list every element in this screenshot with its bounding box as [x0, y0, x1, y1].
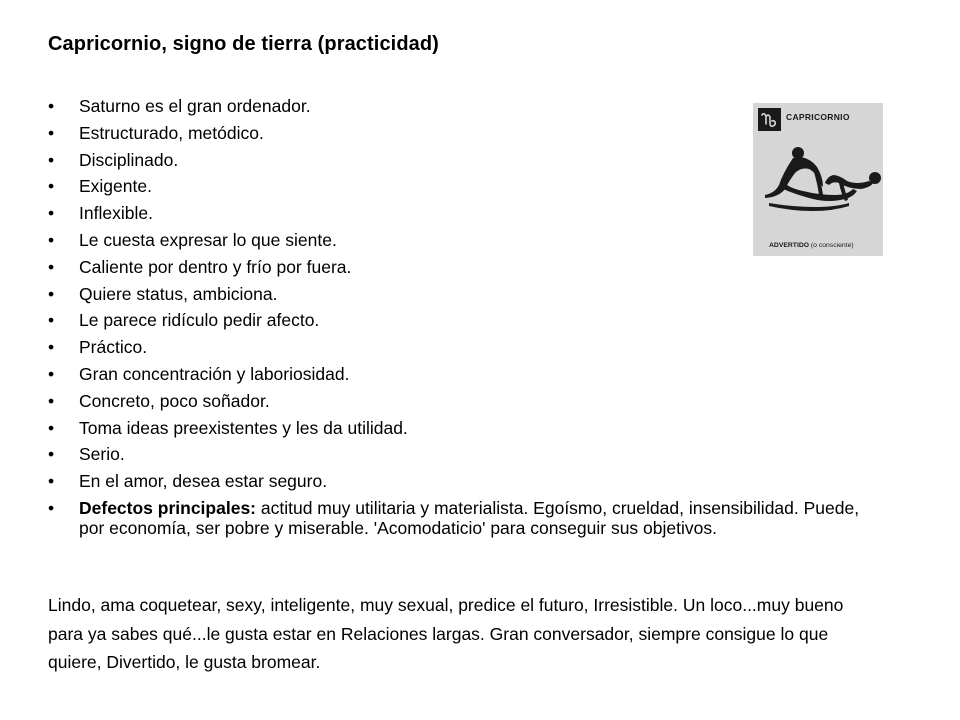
list-item	[48, 281, 878, 308]
bullet-marker: •	[48, 96, 55, 116]
bullet-text: Le parece ridículo pedir afecto.	[79, 310, 320, 331]
list-item	[48, 388, 878, 415]
bullet-text: Serio.	[79, 444, 125, 465]
capricorn-illustration	[753, 103, 883, 256]
bullet-text: Inflexible.	[79, 203, 153, 224]
bullet-marker: •	[48, 444, 55, 465]
bullet-text: Disciplinado.	[79, 149, 179, 170]
list-item	[48, 254, 878, 281]
bullet-marker: •	[48, 497, 55, 518]
bullet-text: Gran concentración y laboriosidad.	[79, 363, 350, 384]
bullet-marker: •	[48, 283, 55, 304]
list-item	[48, 415, 878, 442]
defects-text: actitud muy utilitaria y materialista. Egoísmo, crueldad, insensibilidad. Puede, por economía, ser pobre y miserable. 'Acomodaticio' para conseguir sus objetivos.	[79, 497, 860, 538]
bullet-text: Caliente por dentro y frío por fuera.	[79, 256, 352, 277]
slide-title: Capricornio, signo de tierra (practicidad)	[48, 33, 439, 55]
bullet-marker: •	[48, 471, 55, 492]
card-caption	[769, 242, 854, 249]
list-item	[48, 468, 878, 495]
bullet-text: Toma ideas preexistentes y les da utilidad.	[79, 417, 408, 438]
bullet-text: Le cuesta expresar lo que siente.	[79, 229, 337, 250]
list-item	[48, 307, 878, 334]
bullet-marker: •	[48, 390, 55, 411]
bullet-text: Saturno es el gran ordenador.	[79, 96, 311, 116]
bullet-marker: •	[48, 229, 55, 250]
bullet-marker: •	[48, 310, 55, 331]
bullet-text: Práctico.	[79, 337, 148, 358]
card-caption-bold: ADVERTIDO	[769, 242, 810, 249]
card-title: CAPRICORNIO	[786, 112, 850, 122]
bullet-marker: •	[48, 417, 55, 438]
bullet-text: Quiere status, ambiciona.	[79, 283, 278, 304]
list-item	[48, 334, 878, 361]
bullet-text: En el amor, desea estar seguro.	[79, 471, 328, 492]
bullet-marker: •	[48, 203, 55, 224]
list-item	[48, 361, 878, 388]
bullet-text: Estructurado, metódico.	[79, 122, 264, 143]
list-item-defects	[48, 495, 878, 538]
bullet-marker: •	[48, 149, 55, 170]
bullet-text: Concreto, poco soñador.	[79, 390, 270, 411]
card-caption-rest: (o consciente)	[809, 242, 854, 249]
bullet-marker: •	[48, 122, 55, 143]
bullet-marker: •	[48, 363, 55, 384]
list-item	[48, 441, 878, 468]
bullet-marker: •	[48, 176, 55, 197]
bullet-marker: •	[48, 337, 55, 358]
bullet-text: Exigente.	[79, 176, 152, 197]
bullet-marker: •	[48, 256, 55, 277]
figures-silhouette-icon	[753, 103, 883, 256]
closing-paragraph: Lindo, ama coquetear, sexy, inteligente, muy sexual, predice el futuro, Irresistible. Un loco...muy bueno para ya sabes qué...le gusta estar en Relaciones largas. Gran conversador, siempre consigue lo que quiere, Divertido, le gusta bromear.	[48, 595, 844, 672]
defects-label: Defectos principales:	[79, 497, 256, 518]
